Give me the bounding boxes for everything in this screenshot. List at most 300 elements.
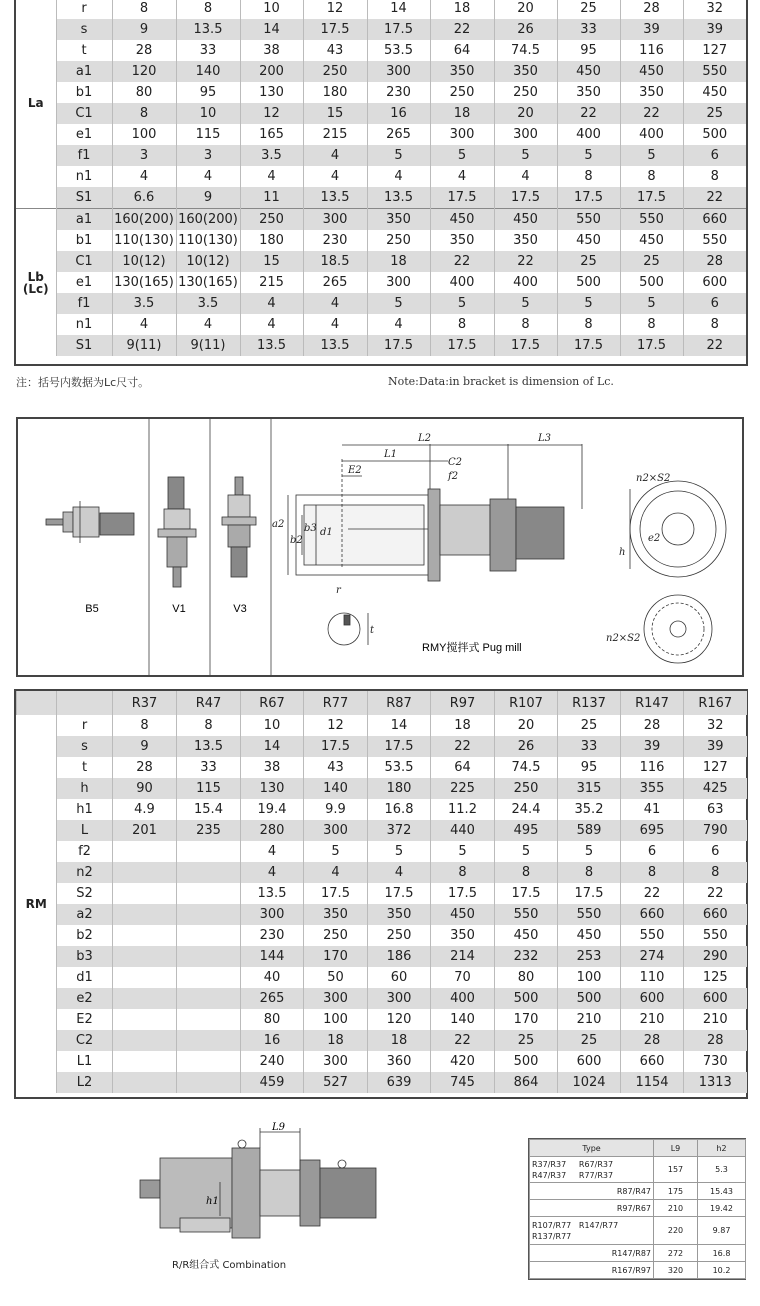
value-cell: 120 [368, 1009, 431, 1030]
value-cell: 550 [558, 904, 621, 925]
value-cell: 300 [304, 820, 368, 841]
value-cell [113, 904, 177, 925]
top-spec-table-frame [14, 0, 748, 366]
table-row [16, 272, 746, 293]
value-cell: 28 [112, 40, 176, 61]
value-cell: 38 [241, 757, 304, 778]
rm-spec-table-body [17, 715, 747, 1093]
combo-type: R147/R87 [530, 1245, 654, 1262]
group-label: Lb [27, 269, 44, 284]
value-cell: 130(165) [112, 272, 176, 293]
value-cell: 6 [683, 293, 746, 314]
rm-spec-table [16, 691, 747, 1093]
value-cell: 39 [621, 736, 684, 757]
value-cell: 5 [431, 841, 495, 862]
value-cell: 400 [430, 272, 494, 293]
value-cell: 250 [240, 209, 303, 231]
value-cell: 4 [241, 841, 304, 862]
combo-l9: 220 [654, 1217, 698, 1245]
combo-type: R77/R37 [578, 1170, 614, 1180]
value-cell: 8 [621, 862, 684, 883]
value-cell: 18.5 [303, 251, 367, 272]
value-cell: 13.5 [176, 19, 240, 40]
value-cell: 8 [683, 314, 746, 335]
value-cell: 9(11) [112, 335, 176, 356]
value-cell: 4 [112, 166, 176, 187]
v3-label: V3 [233, 603, 247, 615]
value-cell: 22 [431, 736, 495, 757]
table-row [16, 251, 746, 272]
value-cell: 63 [684, 799, 747, 820]
value-cell: 550 [557, 209, 620, 231]
value-cell: 15 [240, 251, 303, 272]
value-cell: 250 [430, 82, 494, 103]
value-cell: 8 [558, 862, 621, 883]
value-cell: 17.5 [494, 335, 557, 356]
table-row [16, 335, 746, 356]
param-cell: s [57, 736, 113, 757]
value-cell: 20 [494, 0, 557, 19]
value-cell: 4 [303, 293, 367, 314]
group-label-cell [16, 209, 56, 357]
value-cell: 18 [431, 715, 495, 736]
value-cell: 232 [495, 946, 558, 967]
value-cell: 8 [620, 166, 683, 187]
value-cell: 660 [621, 1051, 684, 1072]
value-cell: 4 [303, 314, 367, 335]
value-cell: 53.5 [367, 40, 430, 61]
value-cell: 4 [176, 166, 240, 187]
value-cell: 100 [112, 124, 176, 145]
value-cell: 6.6 [112, 187, 176, 209]
param-cell: C1 [56, 251, 112, 272]
value-cell: 14 [240, 19, 303, 40]
param-cell: S2 [57, 883, 113, 904]
value-cell: 17.5 [368, 736, 431, 757]
value-cell: 4 [303, 166, 367, 187]
note-cn: 注：括号内数据为Lc尺寸。 [16, 376, 150, 389]
value-cell: 8 [494, 314, 557, 335]
value-cell: 300 [494, 124, 557, 145]
value-cell: 9 [113, 736, 177, 757]
value-cell: 10(12) [112, 251, 176, 272]
model-header-cell: R67 [241, 691, 304, 715]
value-cell: 9 [112, 19, 176, 40]
value-cell: 350 [620, 82, 683, 103]
value-cell: 25 [620, 251, 683, 272]
table-row [17, 1009, 747, 1030]
combo-l9: 272 [654, 1245, 698, 1262]
value-cell: 8 [112, 103, 176, 124]
value-cell: 127 [684, 757, 747, 778]
value-cell: 9(11) [176, 335, 240, 356]
value-cell: 35.2 [558, 799, 621, 820]
value-cell: 6 [621, 841, 684, 862]
value-cell: 350 [431, 925, 495, 946]
value-cell [177, 1072, 241, 1093]
value-cell: 265 [367, 124, 430, 145]
value-cell: 25 [495, 1030, 558, 1051]
param-cell: r [57, 715, 113, 736]
value-cell: 25 [557, 0, 620, 19]
param-cell: L1 [57, 1051, 113, 1072]
combo-l9: 175 [654, 1183, 698, 1200]
value-cell: 210 [621, 1009, 684, 1030]
value-cell [113, 988, 177, 1009]
value-cell: 450 [683, 82, 746, 103]
value-cell: 8 [684, 862, 747, 883]
value-cell: 250 [494, 82, 557, 103]
param-cell: s [56, 19, 112, 40]
table-row [17, 841, 747, 862]
value-cell: 450 [430, 209, 494, 231]
value-cell: 400 [431, 988, 495, 1009]
value-cell: 22 [683, 335, 746, 356]
value-cell: 22 [494, 251, 557, 272]
value-cell: 38 [240, 40, 303, 61]
value-cell [113, 883, 177, 904]
value-cell: 300 [304, 1051, 368, 1072]
top-spec-table-body [16, 0, 746, 356]
dim-l2: L2 [418, 433, 432, 444]
value-cell: 250 [303, 61, 367, 82]
value-cell: 60 [368, 967, 431, 988]
value-cell: 200 [240, 61, 303, 82]
value-cell: 6 [684, 841, 747, 862]
param-cell: C2 [57, 1030, 113, 1051]
value-cell: 20 [495, 715, 558, 736]
value-cell: 100 [558, 967, 621, 988]
table-row [16, 40, 746, 61]
value-cell: 95 [557, 40, 620, 61]
value-cell: 300 [241, 904, 304, 925]
dim-r: r [336, 585, 341, 596]
value-cell: 28 [620, 0, 683, 19]
value-cell: 186 [368, 946, 431, 967]
value-cell: 639 [368, 1072, 431, 1093]
value-cell: 33 [176, 40, 240, 61]
value-cell: 253 [558, 946, 621, 967]
value-cell: 1313 [684, 1072, 747, 1093]
value-cell: 300 [367, 61, 430, 82]
value-cell: 17.5 [431, 883, 495, 904]
value-cell: 5 [557, 293, 620, 314]
model-header-cell: R87 [368, 691, 431, 715]
value-cell: 3.5 [240, 145, 303, 166]
combo-type: R97/R67 [530, 1200, 654, 1217]
rm-table-header-row [17, 691, 747, 715]
value-cell: 144 [241, 946, 304, 967]
value-cell: 230 [303, 230, 367, 251]
value-cell: 18 [367, 251, 430, 272]
value-cell: 12 [240, 103, 303, 124]
dim-f2: f2 [448, 471, 459, 482]
value-cell: 32 [683, 0, 746, 19]
param-cell: E2 [57, 1009, 113, 1030]
value-cell: 180 [303, 82, 367, 103]
value-cell: 250 [368, 925, 431, 946]
value-cell: 225 [431, 778, 495, 799]
value-cell: 745 [431, 1072, 495, 1093]
value-cell: 22 [620, 103, 683, 124]
value-cell [113, 1051, 177, 1072]
value-cell: 440 [431, 820, 495, 841]
value-cell: 265 [303, 272, 367, 293]
value-cell: 450 [557, 61, 620, 82]
param-cell: h1 [57, 799, 113, 820]
value-cell: 4 [368, 862, 431, 883]
value-cell: 17.5 [367, 335, 430, 356]
value-cell: 17.5 [304, 736, 368, 757]
l9-label: L9 [272, 1122, 286, 1133]
value-cell: 74.5 [495, 757, 558, 778]
value-cell: 4.9 [113, 799, 177, 820]
value-cell: 50 [304, 967, 368, 988]
combo-type-cell [530, 1157, 654, 1183]
value-cell: 17.5 [430, 187, 494, 209]
value-cell: 17.5 [304, 883, 368, 904]
value-cell: 230 [367, 82, 430, 103]
value-cell: 18 [430, 103, 494, 124]
value-cell [113, 841, 177, 862]
table-row [17, 946, 747, 967]
param-cell: h [57, 778, 113, 799]
value-cell: 5 [620, 145, 683, 166]
value-cell [177, 841, 241, 862]
value-cell: 5 [557, 145, 620, 166]
value-cell: 8 [683, 166, 746, 187]
value-cell: 17.5 [557, 187, 620, 209]
param-cell: e1 [56, 272, 112, 293]
value-cell: 24.4 [495, 799, 558, 820]
param-cell: a1 [56, 209, 112, 231]
value-cell: 600 [621, 988, 684, 1009]
value-cell: 730 [684, 1051, 747, 1072]
value-cell: 550 [683, 230, 746, 251]
combination-drawing [120, 1118, 410, 1278]
value-cell: 70 [431, 967, 495, 988]
value-cell: 90 [113, 778, 177, 799]
combo-l9: 320 [654, 1262, 698, 1279]
value-cell: 15.4 [177, 799, 241, 820]
param-cell: b3 [57, 946, 113, 967]
v1-gearmotor-drawing [158, 477, 196, 587]
value-cell: 350 [494, 230, 557, 251]
param-cell: b1 [56, 82, 112, 103]
value-cell: 350 [304, 904, 368, 925]
param-cell: e2 [57, 988, 113, 1009]
model-header-cell: R147 [621, 691, 684, 715]
value-cell: 500 [683, 124, 746, 145]
value-cell: 450 [495, 925, 558, 946]
combo-h2: 19.42 [698, 1200, 746, 1217]
param-cell: r [56, 0, 112, 19]
dim-h: h [619, 547, 626, 558]
param-cell: e1 [56, 124, 112, 145]
combo-h2: 9.87 [698, 1217, 746, 1245]
value-cell: 17.5 [558, 883, 621, 904]
v1-label: V1 [172, 603, 186, 615]
value-cell: 140 [431, 1009, 495, 1030]
value-cell: 140 [304, 778, 368, 799]
note-en: Note:Data:in bracket is dimension of Lc. [388, 375, 614, 388]
value-cell: 13.5 [241, 883, 304, 904]
value-cell: 4 [303, 145, 367, 166]
value-cell: 695 [621, 820, 684, 841]
value-cell: 350 [430, 61, 494, 82]
value-cell: 350 [557, 82, 620, 103]
dim-l1: L1 [384, 449, 398, 460]
value-cell: 26 [494, 19, 557, 40]
combination-caption: R/R组合式 Combination [172, 1260, 287, 1271]
value-cell [177, 904, 241, 925]
mounting-diagram [18, 419, 742, 675]
value-cell: 500 [558, 988, 621, 1009]
value-cell: 265 [241, 988, 304, 1009]
param-cell: t [57, 757, 113, 778]
value-cell: 300 [368, 988, 431, 1009]
value-cell: 550 [684, 925, 747, 946]
combo-header-h2: h2 [698, 1140, 746, 1157]
value-cell: 400 [494, 272, 557, 293]
param-cell: t [56, 40, 112, 61]
group-sublabel: (Lc) [22, 281, 49, 296]
value-cell: 350 [367, 209, 430, 231]
value-cell: 14 [241, 736, 304, 757]
dim-l3: L3 [538, 433, 552, 444]
value-cell: 495 [495, 820, 558, 841]
combo-type: R67/R37 [578, 1159, 614, 1169]
value-cell: 110 [621, 967, 684, 988]
combo-type-cell [530, 1217, 654, 1245]
value-cell [177, 1030, 241, 1051]
value-cell: 17.5 [430, 335, 494, 356]
dim-e2: e2 [648, 533, 661, 544]
table-row [16, 145, 746, 166]
table-row [17, 967, 747, 988]
table-row [17, 1051, 747, 1072]
value-cell: 16 [367, 103, 430, 124]
pugmill-caption: RMY搅拌式 Pug mill [422, 642, 522, 654]
combo-type: R167/R97 [530, 1262, 654, 1279]
value-cell: 8 [430, 314, 494, 335]
combo-type: R37/R37 [532, 1159, 567, 1169]
table-row [17, 904, 747, 925]
value-cell: 12 [303, 0, 367, 19]
value-cell: 32 [684, 715, 747, 736]
table-row [16, 166, 746, 187]
value-cell: 22 [430, 251, 494, 272]
value-cell: 170 [304, 946, 368, 967]
value-cell: 13.5 [303, 335, 367, 356]
value-cell: 527 [304, 1072, 368, 1093]
model-header-cell: R167 [684, 691, 747, 715]
value-cell: 355 [621, 778, 684, 799]
table-row [16, 103, 746, 124]
value-cell: 160(200) [176, 209, 240, 231]
value-cell: 210 [684, 1009, 747, 1030]
value-cell: 235 [177, 820, 241, 841]
value-cell: 28 [621, 715, 684, 736]
value-cell: 5 [367, 293, 430, 314]
value-cell: 215 [303, 124, 367, 145]
param-cell: n2 [57, 862, 113, 883]
value-cell: 600 [558, 1051, 621, 1072]
dim-d1: d1 [320, 527, 333, 538]
value-cell: 450 [620, 230, 683, 251]
value-cell: 3.5 [176, 293, 240, 314]
rm-spec-table-frame [14, 689, 748, 1099]
combo-type: R147/R77 [578, 1220, 619, 1230]
value-cell: 53.5 [368, 757, 431, 778]
combo-header-type: Type [530, 1140, 654, 1157]
value-cell: 5 [304, 841, 368, 862]
value-cell: 425 [684, 778, 747, 799]
value-cell: 13.5 [367, 187, 430, 209]
table-row [16, 0, 746, 19]
value-cell: 660 [683, 209, 746, 231]
value-cell: 120 [112, 61, 176, 82]
table-row [17, 1030, 747, 1051]
value-cell: 26 [495, 736, 558, 757]
value-cell: 11.2 [431, 799, 495, 820]
value-cell: 39 [683, 19, 746, 40]
group-label-cell [17, 715, 57, 1093]
combo-h2: 5.3 [698, 1157, 746, 1183]
value-cell: 4 [112, 314, 176, 335]
value-cell: 4 [494, 166, 557, 187]
value-cell: 201 [113, 820, 177, 841]
value-cell: 17.5 [620, 187, 683, 209]
value-cell: 22 [621, 883, 684, 904]
value-cell: 5 [430, 293, 494, 314]
value-cell: 3 [176, 145, 240, 166]
model-header-cell: R47 [177, 691, 241, 715]
value-cell: 19.4 [241, 799, 304, 820]
dim-e2: E2 [348, 465, 362, 476]
value-cell: 130 [240, 82, 303, 103]
value-cell: 17.5 [557, 335, 620, 356]
value-cell: 165 [240, 124, 303, 145]
mounting-diagram-panel [16, 417, 744, 677]
value-cell: 400 [620, 124, 683, 145]
combo-h2: 10.2 [698, 1262, 746, 1279]
group-label: La [27, 96, 44, 110]
value-cell: 250 [367, 230, 430, 251]
dim-b2: b2 [290, 535, 303, 546]
value-cell: 140 [176, 61, 240, 82]
value-cell: 790 [684, 820, 747, 841]
value-cell: 10 [176, 103, 240, 124]
param-cell: b1 [56, 230, 112, 251]
header-blank-cell [17, 691, 57, 715]
value-cell: 274 [621, 946, 684, 967]
param-cell: n1 [56, 166, 112, 187]
value-cell: 17.5 [495, 883, 558, 904]
combo-header-l9: L9 [654, 1140, 698, 1157]
param-cell: a1 [56, 61, 112, 82]
value-cell: 20 [494, 103, 557, 124]
value-cell [113, 1072, 177, 1093]
value-cell: 9 [176, 187, 240, 209]
table-row [16, 230, 746, 251]
value-cell: 116 [620, 40, 683, 61]
value-cell: 300 [303, 209, 367, 231]
value-cell: 300 [430, 124, 494, 145]
value-cell: 5 [495, 841, 558, 862]
value-cell: 28 [621, 1030, 684, 1051]
value-cell: 17.5 [367, 19, 430, 40]
